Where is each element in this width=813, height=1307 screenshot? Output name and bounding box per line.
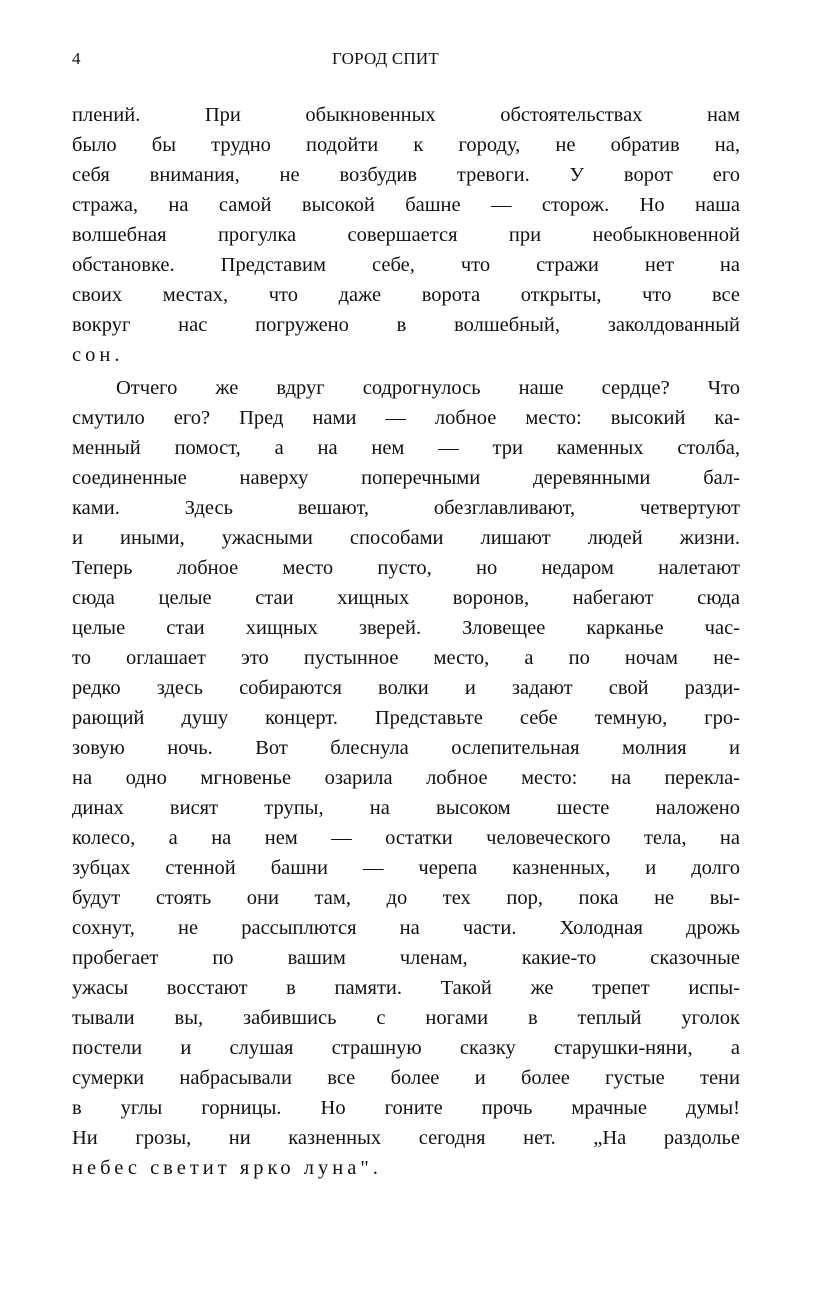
text-line: Ни грозы, ни казненных сегодня нет. „На раздолье <box>72 1127 740 1149</box>
text-line: в углы горницы. Но гоните прочь мрачные думы! <box>72 1097 740 1119</box>
text-line: себя внимания, не возбудив тревоги. У ворот его <box>72 164 740 186</box>
running-title: ГОРОД СПИТ <box>332 49 439 68</box>
text-line: сумерки набрасывали все более и более густые тени <box>72 1067 740 1089</box>
paragraph-2 <box>72 373 740 1183</box>
text-line: постели и слушая страшную сказку старушки-няни, а <box>72 1037 740 1059</box>
text-line: пробегает по вашим членам, какие-то сказочные <box>72 947 740 969</box>
text-line: смутило его? Пред нами — лобное место: высокий ка- <box>72 407 740 429</box>
text-line: целые стаи хищных зверей. Зловещее карканье час- <box>72 617 740 639</box>
text-line: стража, на самой высокой башне — сторож. Но наша <box>72 194 740 216</box>
text-line: Теперь лобное место пусто, но недаром налетают <box>72 557 740 579</box>
text-line: Отчего же вдруг содрогнулось наше сердце? Что <box>116 377 740 399</box>
text-line: и иными, ужасными способами лишают людей жизни. <box>72 527 740 549</box>
text-line: плений. При обыкновенных обстоятельствах нам <box>72 104 740 126</box>
text-line: обстановке. Представим себе, что стражи нет на <box>72 254 740 276</box>
text-line: сон. <box>72 344 124 366</box>
text-line: волшебная прогулка совершается при необыкновенной <box>72 224 740 246</box>
text-line: рающий душу концерт. Представьте себе темную, гро- <box>72 707 740 729</box>
text-line: будут стоять они там, до тех пор, пока не вы- <box>72 887 740 909</box>
text-line: вокруг нас погружено в волшебный, заколдованный <box>72 314 740 336</box>
text-line: редко здесь собираются волки и задают свой разди- <box>72 677 740 699</box>
text-line: своих местах, что даже ворота открыты, что все <box>72 284 740 306</box>
text-line: динах висят трупы, на высоком шесте наложено <box>72 797 740 819</box>
text-line: менный помост, а на нем — три каменных столба, <box>72 437 740 459</box>
text-line: зубцах стенной башни — черепа казненных, и долго <box>72 857 740 879</box>
text-line: ужасы восстают в памяти. Такой же трепет испы- <box>72 977 740 999</box>
text-line: сохнут, не рассыплются на части. Холодная дрожь <box>72 917 740 939</box>
text-line: соединенные наверху поперечными деревянными бал- <box>72 467 740 489</box>
text-line: на одно мгновенье озарила лобное место: на перекла- <box>72 767 740 789</box>
paragraph-1 <box>72 100 740 370</box>
body-text <box>72 100 740 1183</box>
text-line: то оглашает это пустынное место, а по ночам не- <box>72 647 740 669</box>
text-line: ками. Здесь вешают, обезглавливают, четвертуют <box>72 497 740 519</box>
text-line: зовую ночь. Вот блеснула ослепительная молния и <box>72 737 740 759</box>
text-line: тывали вы, забившись с ногами в теплый уголок <box>72 1007 740 1029</box>
text-line: небес светит ярко луна". <box>72 1157 382 1179</box>
text-line: сюда целые стаи хищных воронов, набегают сюда <box>72 587 740 609</box>
page-number: 4 <box>72 49 81 68</box>
text-line: колесо, а на нем — остатки человеческого тела, на <box>72 827 740 849</box>
text-line: было бы трудно подойти к городу, не обратив на, <box>72 134 740 156</box>
